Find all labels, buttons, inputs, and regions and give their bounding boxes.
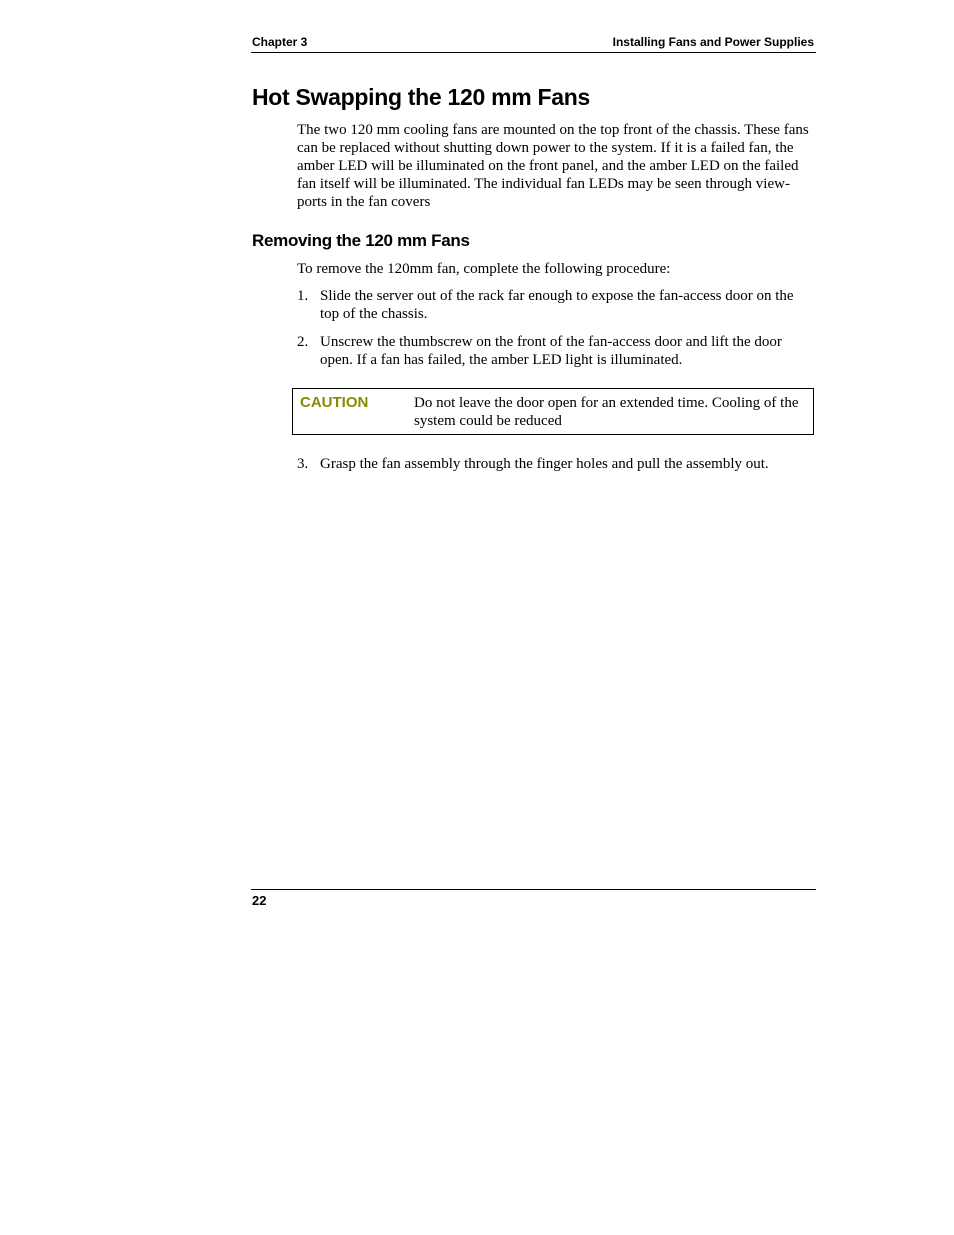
intro-paragraph: The two 120 mm cooling fans are mounted on the top front of the chassis. These fans can be replaced without shutting down power to the system. If it is a failed fan, the amber LED will be illuminated on the front panel, and the amber LED on the failed fan itself will be illuminated. The individual fan LEDs may be seen through view-ports in the fan covers xyxy=(297,122,809,210)
procedure-step xyxy=(297,333,797,369)
page-number: 22 xyxy=(252,893,267,908)
step-number: 1. xyxy=(297,288,309,304)
chapter-title: Installing Fans and Power Supplies xyxy=(612,35,814,49)
page-footer xyxy=(251,889,816,908)
section-heading: Hot Swapping the 120 mm Fans xyxy=(252,84,590,110)
step-number: 2. xyxy=(297,334,309,350)
step-text: Slide the server out of the rack far enough to expose the fan-access door on the top of the chassis. xyxy=(320,288,794,322)
step-text: Unscrew the thumbscrew on the front of the fan-access door and lift the door open. If a fan has failed, the amber LED light is illuminated. xyxy=(320,334,782,368)
page-header xyxy=(251,34,816,53)
caution-text: Do not leave the door open for an extended time. Cooling of the system could be reduced xyxy=(414,395,799,429)
step-number: 3. xyxy=(297,456,309,472)
procedure-step xyxy=(297,287,797,323)
caution-label: CAUTION xyxy=(300,394,369,411)
step-text: Grasp the fan assembly through the finger holes and pull the assembly out. xyxy=(320,456,769,472)
procedure-step xyxy=(297,455,812,473)
subsection-heading: Removing the 120 mm Fans xyxy=(252,231,470,250)
procedure-lead: To remove the 120mm fan, complete the following procedure: xyxy=(297,261,671,277)
chapter-label: Chapter 3 xyxy=(252,35,308,49)
caution-box xyxy=(292,388,814,435)
